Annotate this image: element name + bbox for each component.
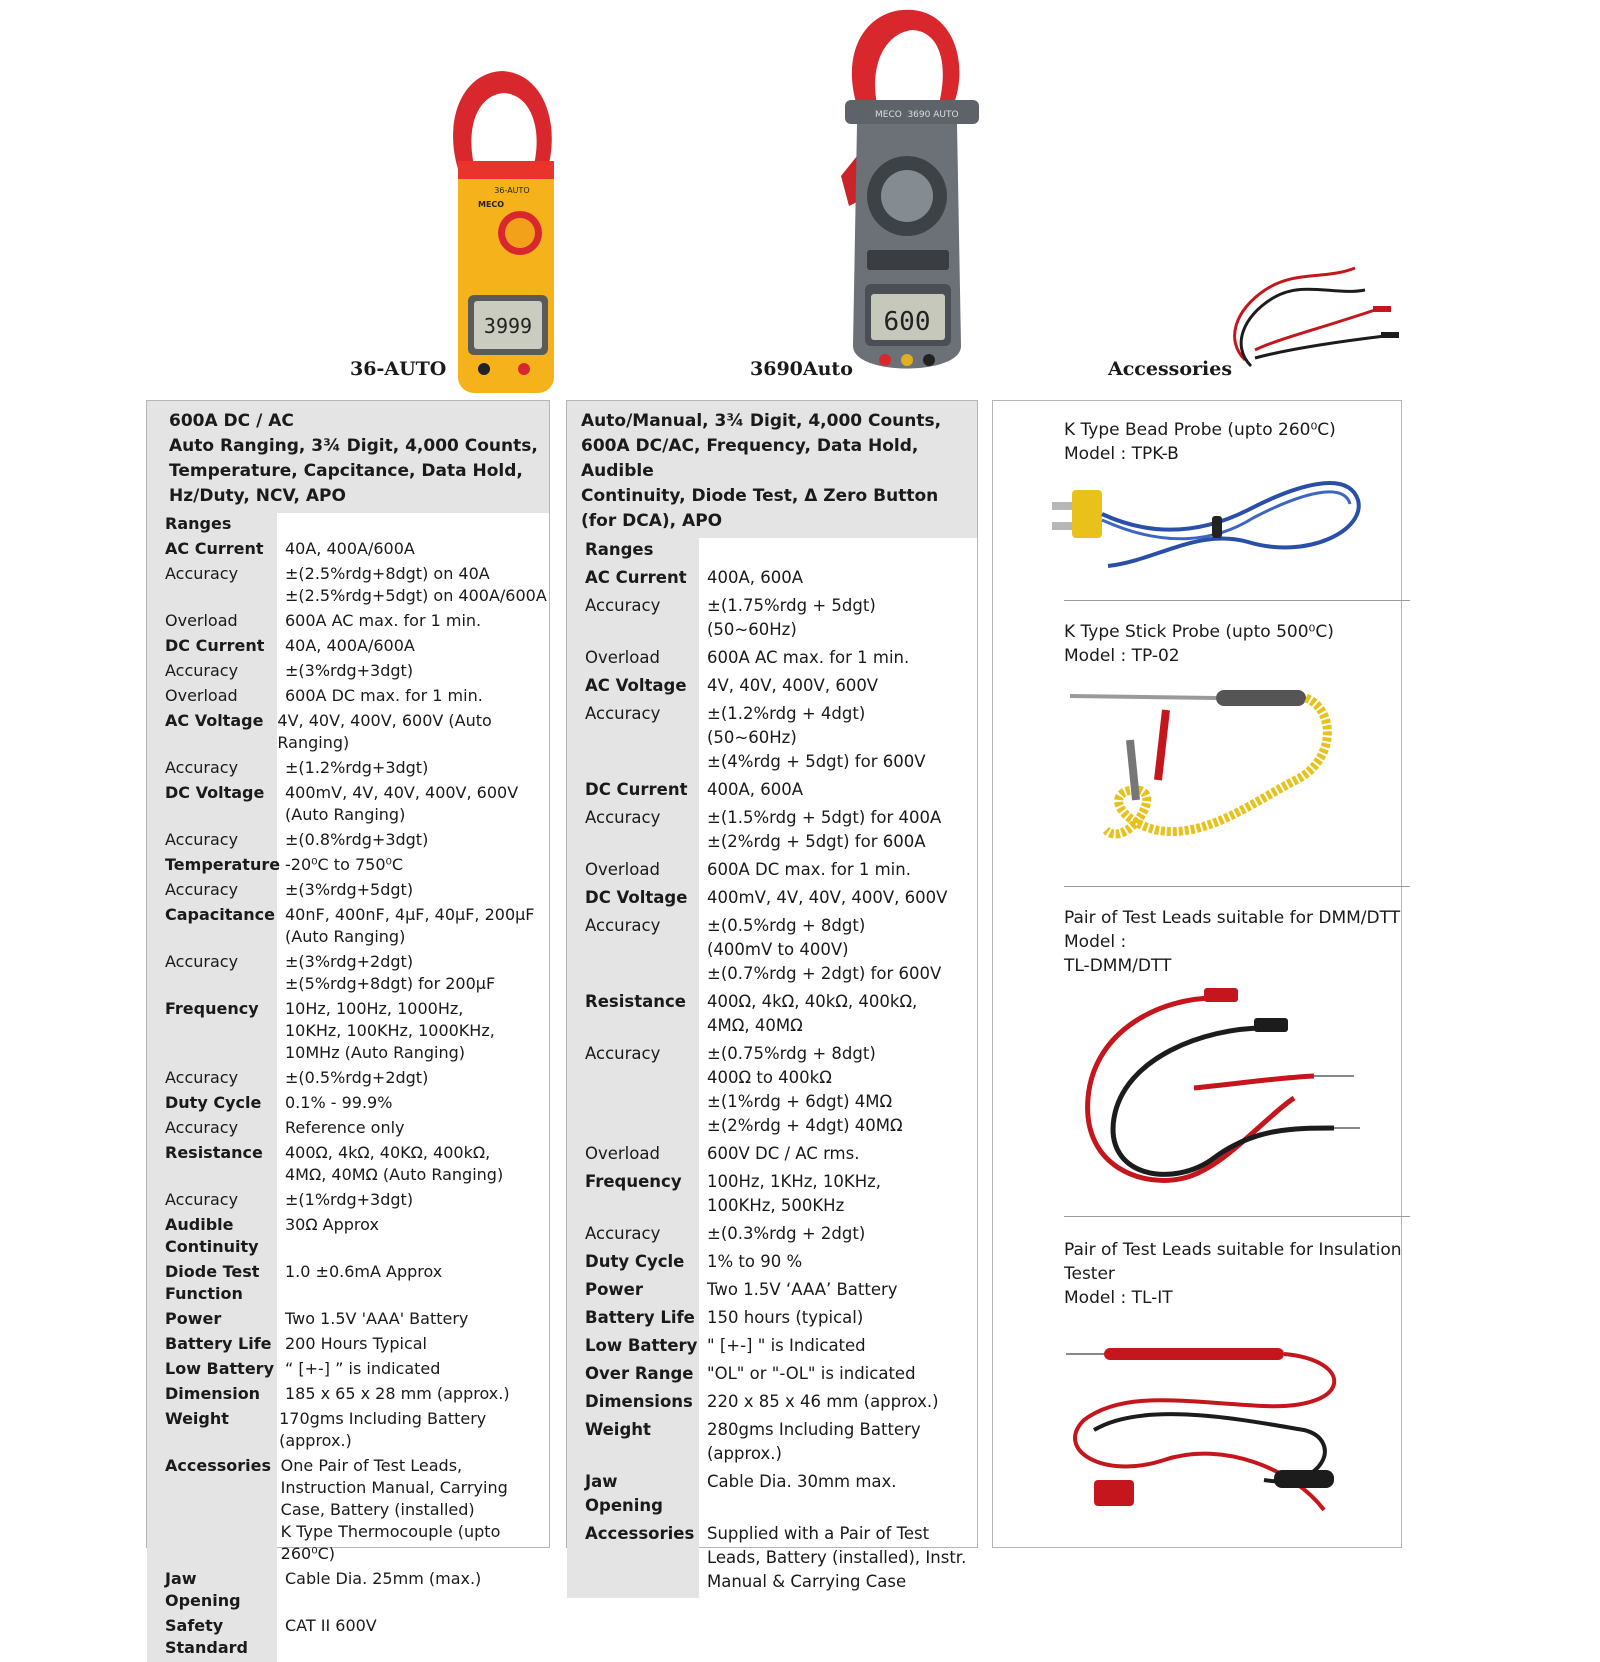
spec-label: Accessories (165, 1456, 271, 1475)
spec-label: Jaw Opening (585, 1472, 663, 1515)
spec-value: One Pair of Test Leads, Instruction Manual, Carrying Case, Battery (installed) K Type Thermocouple (upto 260⁰C) (280, 1456, 508, 1563)
spec-label: Capacitance (165, 905, 275, 924)
bead-probe-image (1048, 470, 1368, 580)
spec-label: Accuracy (585, 916, 661, 935)
insulation-test-leads-image (1064, 1330, 1364, 1530)
spec-value: 40nF, 400nF, 4µF, 40µF, 200µF (Auto Ranging) (285, 905, 535, 946)
spec-label: Accuracy (585, 1224, 661, 1243)
spec-row (147, 563, 549, 610)
spec-row (567, 806, 977, 858)
spec-row (567, 990, 977, 1042)
spec-value: 30Ω Approx (285, 1215, 379, 1234)
accessory-title-tl-dmm-dtt: Pair of Test Leads suitable for DMM/DTT Model : TL-DMM/DTT (1064, 908, 1401, 976)
spec-panel-3690-auto (566, 400, 978, 1591)
spec-value: ±(0.8%rdg+3dgt) (285, 830, 429, 849)
spec-row (567, 1170, 977, 1222)
spec-value: 600A DC max. for 1 min. (707, 860, 911, 879)
spec-row (147, 1117, 549, 1142)
spec-value: 600A AC max. for 1 min. (285, 611, 482, 630)
spec-label: DC Current (165, 636, 265, 655)
spec-label: Dimensions (585, 1392, 693, 1411)
spec-row (147, 1568, 549, 1615)
spec-row (567, 1522, 977, 1598)
spec-row (147, 1142, 549, 1189)
spec-row (567, 1306, 977, 1334)
spec-value: ±(0.5%rdg + 8dgt) (400mV to 400V) ±(0.7%rdg + 2dgt) for 600V (707, 916, 942, 983)
test-leads-image (1225, 250, 1405, 380)
accessory-title-tl-it: Pair of Test Leads suitable for Insulation Tester Model : TL-IT (1064, 1240, 1402, 1308)
spec-label: Ranges (585, 540, 654, 559)
spec-row (147, 1615, 549, 1662)
spec-value: ±(3%rdg+5dgt) (285, 880, 414, 899)
separator (1064, 886, 1410, 887)
spec-row (147, 1214, 549, 1261)
spec-label: Accuracy (165, 564, 239, 583)
spec-row (567, 1250, 977, 1278)
spec-value: CAT II 600V (285, 1616, 377, 1635)
spec-row (147, 951, 549, 998)
panel-header (567, 401, 977, 538)
header-line: (for DCA), APO (581, 511, 723, 531)
spec-value: ±(0.75%rdg + 8dgt) 400Ω to 400kΩ ±(1%rdg + 6dgt) 4MΩ ±(2%rdg + 4dgt) 40MΩ (707, 1044, 903, 1135)
spec-label: Accuracy (585, 1044, 661, 1063)
spec-label: Accuracy (165, 1068, 239, 1087)
spec-label: Power (165, 1309, 222, 1328)
spec-row (147, 998, 549, 1067)
spec-value: ±(1%rdg+3dgt) (285, 1190, 414, 1209)
spec-row (567, 1222, 977, 1250)
spec-label: DC Voltage (585, 888, 688, 907)
spec-row (147, 829, 549, 854)
spec-row (567, 646, 977, 674)
spec-value: ±(1.2%rdg + 4dgt) (50~60Hz) ±(4%rdg + 5dgt) for 600V (707, 704, 926, 771)
spec-label: Accuracy (585, 808, 661, 827)
spec-row (567, 702, 977, 778)
spec-row (567, 1142, 977, 1170)
spec-value: Two 1.5V ‘AAA’ Battery (707, 1280, 898, 1299)
spec-table (147, 513, 549, 1662)
spec-label: Resistance (165, 1143, 263, 1162)
spec-row (147, 757, 549, 782)
spec-value: ±(2.5%rdg+8dgt) on 40A ±(2.5%rdg+5dgt) on 400A/600A (285, 564, 547, 605)
spec-value: 40A, 400A/600A (285, 539, 415, 558)
spec-value: 220 x 85 x 46 mm (approx.) (707, 1392, 939, 1411)
spec-label: Weight (165, 1409, 229, 1428)
spec-row (147, 854, 549, 879)
spec-value: 170gms Including Battery (approx.) (279, 1409, 487, 1450)
spec-value: " [+-] " is Indicated (707, 1336, 866, 1355)
spec-value: ±(0.3%rdg + 2dgt) (707, 1224, 866, 1243)
spec-label: Frequency (585, 1172, 682, 1191)
spec-label: Over Range (585, 1364, 694, 1383)
spec-row (567, 1470, 977, 1522)
spec-label: Ranges (165, 514, 232, 533)
spec-label: DC Current (585, 780, 688, 799)
clamp-meter-36-auto-image (440, 65, 570, 395)
spec-row (567, 1334, 977, 1362)
spec-value: “ [+-] ” is indicated (285, 1359, 441, 1378)
spec-value: Cable Dia. 25mm (max.) (285, 1569, 482, 1588)
spec-label: Dimension (165, 1384, 261, 1403)
spec-label: AC Current (585, 568, 687, 587)
spec-value: 400mV, 4V, 40V, 400V, 600V (707, 888, 948, 907)
panel-header (147, 401, 549, 513)
spec-row (147, 538, 549, 563)
spec-value: 40A, 400A/600A (285, 636, 415, 655)
spec-label: Duty Cycle (165, 1093, 262, 1112)
spec-value: 200 Hours Typical (285, 1334, 427, 1353)
spec-label: AC Voltage (165, 711, 264, 730)
spec-label: Weight (585, 1420, 651, 1439)
product-caption-3690-auto: 3690Auto (750, 358, 853, 380)
spec-row (567, 538, 977, 566)
spec-label: DC Voltage (165, 783, 265, 802)
spec-value: Reference only (285, 1118, 405, 1137)
spec-row (147, 1358, 549, 1383)
header-line: Continuity, Diode Test, Δ Zero Button (581, 486, 939, 506)
spec-value (699, 538, 707, 562)
spec-value: 600V DC / AC rms. (707, 1144, 860, 1163)
spec-label: Low Battery (585, 1336, 698, 1355)
spec-value: 400A, 600A (707, 568, 804, 587)
spec-label: Overload (585, 648, 660, 667)
spec-row (567, 1278, 977, 1306)
meter-brand-text: MECO (478, 200, 505, 209)
spec-label: Accuracy (165, 830, 239, 849)
spec-row (567, 778, 977, 806)
spec-label: Accuracy (165, 880, 239, 899)
spec-label: Accuracy (165, 1118, 239, 1137)
spec-value: 150 hours (typical) (707, 1308, 864, 1327)
spec-label: Battery Life (585, 1308, 695, 1327)
spec-row (567, 566, 977, 594)
spec-label: Overload (585, 1144, 660, 1163)
spec-label: Battery Life (165, 1334, 272, 1353)
spec-value: 10Hz, 100Hz, 1000Hz, 10KHz, 100KHz, 1000KHz, 10MHz (Auto Ranging) (285, 999, 495, 1062)
spec-label: Diode Test Function (165, 1262, 260, 1303)
spec-label: Overload (165, 686, 238, 705)
spec-value: Supplied with a Pair of Test Leads, Battery (installed), Instr. Manual & Carrying Case (707, 1524, 967, 1591)
spec-label: Frequency (165, 999, 259, 1018)
header-line: Auto Ranging, 3¾ Digit, 4,000 Counts, (169, 436, 538, 456)
spec-row (147, 879, 549, 904)
spec-value: ±(1.2%rdg+3dgt) (285, 758, 429, 777)
header-line: Hz/Duty, NCV, APO (169, 486, 346, 506)
spec-row (567, 858, 977, 886)
spec-label: Accuracy (165, 758, 239, 777)
spec-row (147, 513, 549, 538)
clamp-meter-3690-auto-image (835, 6, 980, 386)
spec-value: 4V, 40V, 400V, 600V (Auto Ranging) (277, 711, 492, 752)
product-caption-36-auto: 36-AUTO (350, 358, 447, 380)
header-line: Temperature, Capcitance, Data Hold, (169, 461, 523, 481)
spec-label: Overload (585, 860, 660, 879)
spec-value: ±(3%rdg+3dgt) (285, 661, 414, 680)
spec-row (147, 1408, 549, 1455)
spec-label: Accuracy (585, 596, 661, 615)
spec-row (147, 904, 549, 951)
stick-probe-image (1066, 680, 1346, 860)
spec-value: 600A AC max. for 1 min. (707, 648, 910, 667)
spec-row (567, 886, 977, 914)
spec-row (567, 594, 977, 646)
spec-table (567, 538, 977, 1598)
spec-label: Accuracy (165, 661, 239, 680)
spec-value: 185 x 65 x 28 mm (approx.) (285, 1384, 510, 1403)
spec-label: Overload (165, 611, 238, 630)
spec-row (567, 674, 977, 702)
spec-row (567, 914, 977, 990)
spec-row (567, 1390, 977, 1418)
spec-label: Accessories (585, 1524, 695, 1543)
spec-row (147, 660, 549, 685)
spec-value: 400Ω, 4kΩ, 40KΩ, 400kΩ, 4MΩ, 40MΩ (Auto Ranging) (285, 1143, 504, 1184)
meter-display-text: 600 (883, 307, 931, 337)
spec-value: 0.1% - 99.9% (285, 1093, 393, 1112)
separator (1064, 1216, 1410, 1217)
spec-label: Audible Continuity (165, 1215, 259, 1256)
spec-value: 400Ω, 4kΩ, 40kΩ, 400kΩ, 4MΩ, 40MΩ (707, 992, 918, 1035)
header-line: Auto/Manual, 3¾ Digit, 4,000 Counts, (581, 411, 942, 431)
spec-row (147, 635, 549, 660)
spec-value: ±(1.75%rdg + 5dgt) (50~60Hz) (707, 596, 876, 639)
separator (1064, 600, 1410, 601)
spec-label: Temperature (165, 855, 281, 874)
spec-label: AC Voltage (585, 676, 687, 695)
spec-row (147, 710, 549, 757)
spec-row (147, 1455, 549, 1568)
spec-value: 600A DC max. for 1 min. (285, 686, 483, 705)
spec-value: 400mV, 4V, 40V, 400V, 600V (Auto Ranging) (285, 783, 519, 824)
spec-label: Safety Standard (165, 1616, 248, 1657)
spec-label: Accuracy (165, 1190, 239, 1209)
spec-row (147, 1383, 549, 1408)
spec-row (147, 1261, 549, 1308)
spec-value: ±(1.5%rdg + 5dgt) for 400A ±(2%rdg + 5dgt) for 600A (707, 808, 942, 851)
spec-value: 1% to 90 % (707, 1252, 803, 1271)
spec-row (147, 1308, 549, 1333)
dmm-test-leads-image (1064, 988, 1364, 1198)
header-line: 600A DC / AC (169, 411, 294, 431)
meter-display-text: 3999 (483, 314, 533, 338)
spec-label: AC Current (165, 539, 264, 558)
meter-brand-text: MECO (875, 110, 902, 120)
spec-value: ±(0.5%rdg+2dgt) (285, 1068, 429, 1087)
spec-row (567, 1362, 977, 1390)
spec-row (147, 782, 549, 829)
spec-label: Resistance (585, 992, 686, 1011)
spec-row (147, 1189, 549, 1214)
accessory-title-tp-02: K Type Stick Probe (upto 500⁰C) Model : TP-02 (1064, 622, 1334, 666)
header-line: 600A DC/AC, Frequency, Data Hold, Audible (581, 436, 919, 481)
spec-label: Jaw Opening (165, 1569, 241, 1610)
spec-value: 100Hz, 1KHz, 10KHz, 100KHz, 500KHz (707, 1172, 882, 1215)
meter-model-mark: 3690 AUTO (907, 110, 959, 120)
spec-value: Two 1.5V 'AAA' Battery (285, 1309, 469, 1328)
spec-panel-36-auto (146, 400, 550, 1657)
spec-row (147, 1092, 549, 1117)
product-caption-accessories: Accessories (1108, 358, 1233, 380)
spec-value: Cable Dia. 30mm max. (707, 1472, 897, 1491)
spec-label: Duty Cycle (585, 1252, 685, 1271)
meter-model-mark: 36-AUTO (494, 186, 530, 195)
spec-value: 280gms Including Battery (approx.) (707, 1420, 921, 1463)
spec-value: -20⁰C to 750⁰C (285, 855, 404, 874)
spec-row (147, 685, 549, 710)
spec-row (147, 1333, 549, 1358)
spec-label: Power (585, 1280, 643, 1299)
spec-row (567, 1418, 977, 1470)
spec-value: 4V, 40V, 400V, 600V (707, 676, 879, 695)
spec-label: Accuracy (165, 952, 239, 971)
spec-value (277, 513, 285, 535)
spec-row (147, 610, 549, 635)
spec-value: ±(3%rdg+2dgt) ±(5%rdg+8dgt) for 200µF (285, 952, 496, 993)
spec-row (567, 1042, 977, 1142)
spec-label: Low Battery (165, 1359, 274, 1378)
spec-label: Accuracy (585, 704, 661, 723)
accessory-title-tpk-b: K Type Bead Probe (upto 260⁰C) Model : TPK-B (1064, 420, 1336, 464)
spec-row (147, 1067, 549, 1092)
spec-value: 400A, 600A (707, 780, 804, 799)
spec-value: "OL" or "-OL" is indicated (707, 1364, 916, 1383)
spec-value: 1.0 ±0.6mA Approx (285, 1262, 443, 1281)
